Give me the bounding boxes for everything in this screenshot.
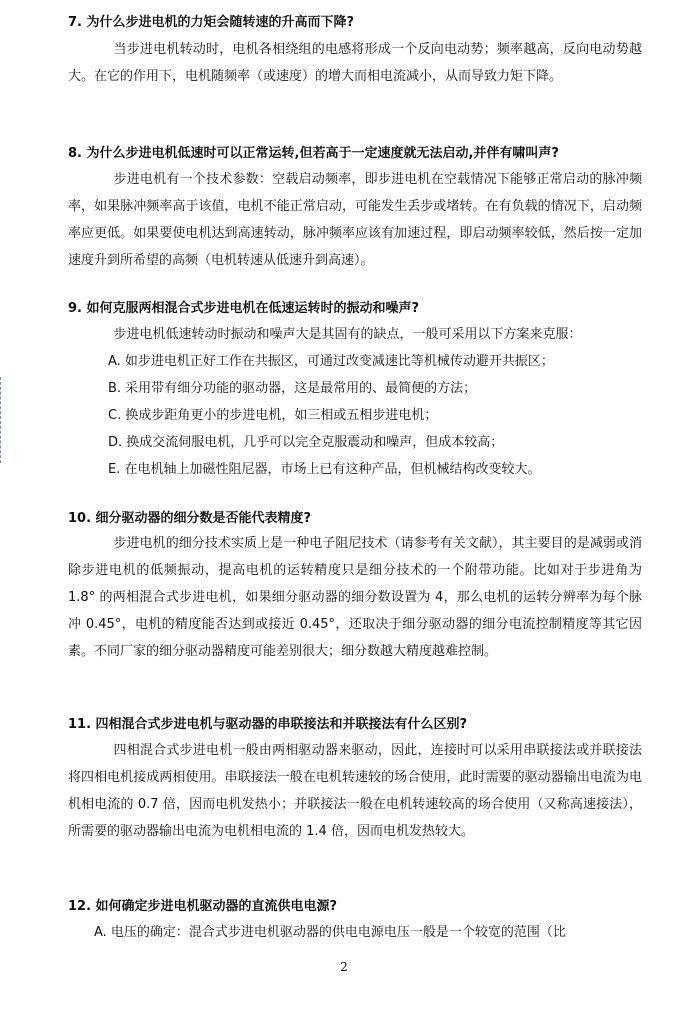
question-10-heading: 10. 细分驱动器的细分数是否能代表精度? — [68, 511, 312, 526]
answer-9-item-b: B. 采用带有细分功能的驱动器，这是最常用的、最简便的方法； — [108, 381, 477, 396]
margin-marker — [0, 377, 3, 463]
question-8-heading: 8. 为什么步进电机低速时可以正常运转,但若高于一定速度就无法启动,并伴有啸叫声? — [68, 146, 559, 161]
answer-11-paragraph: 四相混合式步进电机一般由两相驱动器来驱动，因此，连接时可以采用串联接法或并联接法将四相电机接成两相使用。串联接法一般在电机转速较的场合使用，此时需要的驱动器输出电流为电机相电流的 0.7 倍，因而电机发热小；并联接法一般在电机转速较高的场合使用（又称高速接法），所需要的驱动器输出电流为电机相电流的 1.4 倍，因而电机发热较大。 — [68, 743, 642, 839]
question-12-heading: 12. 如何确定步进电机驱动器的直流供电电源? — [68, 899, 338, 914]
answer-9-item-c: C. 换成步距角更小的步进电机，如三相或五相步进电机； — [108, 408, 438, 423]
answer-9-item-e: E. 在电机轴上加磁性阻尼器，市场上已有这种产品，但机械结构改变较大。 — [108, 462, 541, 477]
answer-8-paragraph: 步进电机有一个技术参数：空载启动频率，即步进电机在空载情况下能够正常启动的脉冲频率，如果脉冲频率高于该值，电机不能正常启动，可能发生丢步或堵转。在有负载的情况下，启动频率应更低。如果要使电机达到高速转动，脉冲频率应该有加速过程，即启动频率较低，然后按一定加速度升到所希望的高频（电机转速从低速升到高速）。 — [68, 172, 642, 268]
answer-9-intro: 步进电机低速转动时振动和噪声大是其固有的缺点，一般可采用以下方案来克服： — [113, 327, 582, 342]
page-number: 2 — [340, 960, 348, 974]
answer-12-paragraph: A. 电压的确定：混合式步进电机驱动器的供电电源电压一般是一个较宽的范围（比 — [94, 925, 566, 940]
answer-7-paragraph: 当步进电机转动时，电机各相绕组的电感将形成一个反向电动势；频率越高，反向电动势越大。在它的作用下，电机随频率（或速度）的增大而相电流减小，从而导致力矩下降。 — [68, 42, 642, 84]
question-7-heading: 7. 为什么步进电机的力矩会随转速的升高而下降? — [68, 15, 355, 30]
question-11-heading: 11. 四相混合式步进电机与驱动器的串联接法和并联接法有什么区别? — [68, 717, 468, 732]
question-9-heading: 9. 如何克服两相混合式步进电机在低速运转时的振动和噪声? — [68, 301, 420, 316]
answer-10-paragraph: 步进电机的细分技术实质上是一种电子阻尼技术（请参考有关文献），其主要目的是减弱或消除步进电机的低频振动，提高电机的运转精度只是细分技术的一个附带功能。比如对于步进角为 1.8° 的两相混合式步进电机，如果细分驱动器的细分数设置为 4，那么电机的运转分辨率为每个脉冲 0.45°，电机的精度能否达到或接近 0.45°，还取决于细分驱动器的细分电流控制精度等其它因素。不同厂家的细分驱动器精度可能差别很大；细分数越大精度越难控制。 — [68, 536, 642, 659]
answer-9-item-d: D. 换成交流伺服电机，几乎可以完全克服震动和噪声，但成本较高； — [108, 435, 504, 450]
answer-9-item-a: A. 如步进电机正好工作在共振区，可通过改变减速比等机械传动避开共振区； — [108, 354, 554, 369]
